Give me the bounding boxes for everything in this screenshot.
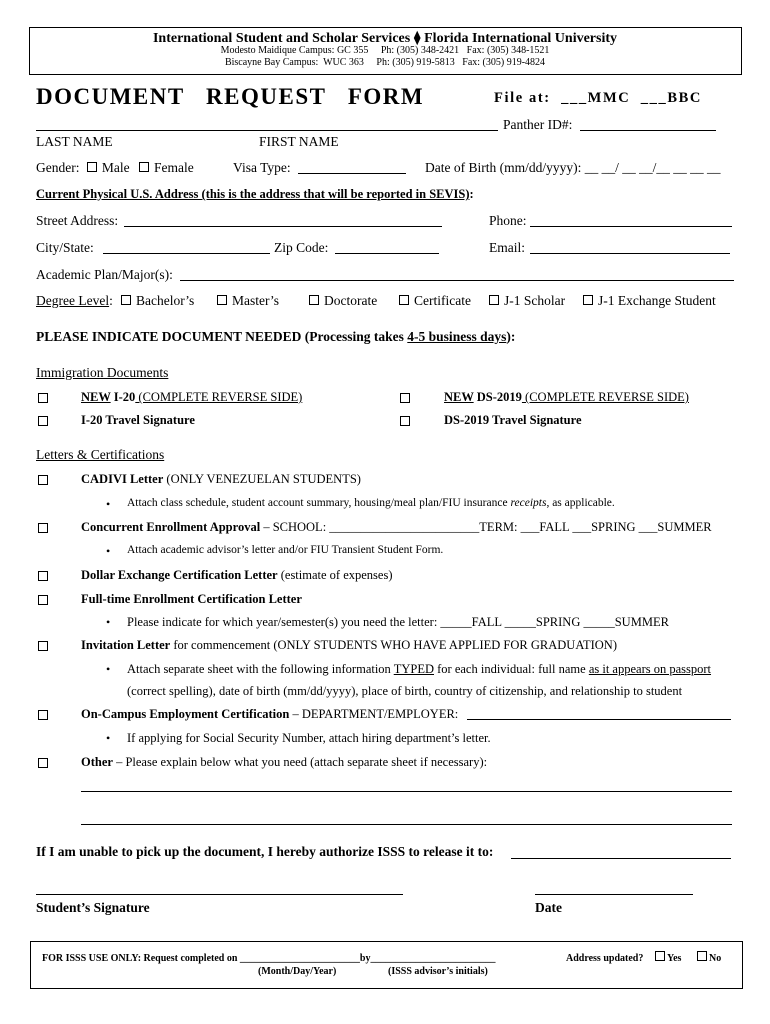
new-ds2019-checkbox[interactable] <box>400 393 410 403</box>
date-line[interactable] <box>535 894 693 895</box>
checkbox-icon <box>217 295 227 305</box>
page-title: DOCUMENT REQUEST FORM <box>36 84 425 109</box>
checkbox-icon <box>121 295 131 305</box>
plan-label: Academic Plan/Major(s): <box>36 267 173 282</box>
fulltime-item: Full-time Enrollment Certification Letter <box>81 592 302 606</box>
degree-bachelors[interactable]: Bachelor’s <box>121 293 194 309</box>
signature-label: Student’s Signature <box>36 900 150 915</box>
checkbox-icon <box>489 295 499 305</box>
yes-checkbox-icon <box>655 951 665 961</box>
other-line-2[interactable] <box>81 824 732 825</box>
no-checkbox-icon <box>697 951 707 961</box>
phone-label: Phone: <box>489 213 527 228</box>
new-ds2019-item: NEW DS-2019 (COMPLETE REVERSE SIDE) <box>444 390 689 404</box>
degree-certificate[interactable]: Certificate <box>399 293 471 309</box>
fulltime-checkbox[interactable] <box>38 595 48 605</box>
degree-j1-scholar[interactable]: J-1 Scholar <box>489 293 565 309</box>
city-label: City/State: <box>36 240 94 255</box>
checkbox-icon <box>583 295 593 305</box>
yes-option[interactable]: Yes <box>655 951 681 964</box>
isss-use-box <box>30 941 743 989</box>
other-line-1[interactable] <box>81 791 732 792</box>
date-label: Date <box>535 900 562 915</box>
authorize-label: If I am unable to pick up the document, I hereby authorize ISSS to release it to: <box>36 844 494 859</box>
other-checkbox[interactable] <box>38 758 48 768</box>
address-heading: Current Physical U.S. Address (this is the address that will be reported in SEVIS): <box>36 187 474 201</box>
degree-doctorate[interactable]: Doctorate <box>309 293 377 309</box>
female-checkbox[interactable] <box>139 162 149 172</box>
invitation-bullet-line1: Attach separate sheet with the following information TYPED for each individual: full name as it appears on passport <box>127 662 712 676</box>
checkbox-icon <box>399 295 409 305</box>
authorize-field[interactable] <box>511 858 731 859</box>
invitation-checkbox[interactable] <box>38 641 48 651</box>
cadivi-checkbox[interactable] <box>38 475 48 485</box>
header-line-mmc: Modesto Maidique Campus: GC 355 Ph: (305) 348-2421 Fax: (305) 348-1521 <box>220 45 550 56</box>
immigration-heading: Immigration Documents <box>36 365 169 380</box>
phone-field[interactable] <box>530 226 732 227</box>
isss-use-label: FOR ISSS USE ONLY: Request completed on ________________________by_________________________ <box>42 953 496 964</box>
new-i20-item: NEW I-20 (COMPLETE REVERSE SIDE) <box>81 390 303 404</box>
i20-travel-checkbox[interactable] <box>38 416 48 426</box>
oncampus-item: On-Campus Employment Certification – DEPARTMENT/EMPLOYER: <box>81 707 459 721</box>
date-of-birth-field[interactable]: Date of Birth (mm/dd/yyyy): __ __/ __ __/__ __ __ __ <box>425 160 721 175</box>
street-label: Street Address: <box>36 213 119 228</box>
visa-type-label: Visa Type: <box>233 160 291 175</box>
bullet-icon: • <box>106 731 111 745</box>
degree-label: Degree Level: <box>36 293 113 308</box>
other-item: Other – Please explain below what you need (attach separate sheet if necessary): <box>81 755 488 769</box>
email-label: Email: <box>489 240 525 255</box>
street-field[interactable] <box>124 226 442 227</box>
panther-id-label: Panther ID#: <box>503 117 573 132</box>
diamond-icon: ⧫ <box>413 31 421 46</box>
bullet-icon: • <box>106 662 111 676</box>
cadivi-item: CADIVI Letter (ONLY VENEZUELAN STUDENTS) <box>81 472 361 486</box>
gender-row: Gender: Male Female <box>36 160 194 175</box>
advisor-initials-label: (ISSS advisor’s initials) <box>388 966 488 977</box>
invitation-item: Invitation Letter for commencement (ONLY STUDENTS WHO HAVE APPLIED FOR GRADUATION) <box>81 638 617 652</box>
name-line[interactable] <box>36 130 498 131</box>
signature-line[interactable] <box>36 894 403 895</box>
no-option[interactable]: No <box>697 951 721 964</box>
header-title: International Student and Scholar Services ⧫ Florida International University <box>152 31 618 46</box>
male-checkbox[interactable] <box>87 162 97 172</box>
zip-field[interactable] <box>335 253 439 254</box>
oncampus-checkbox[interactable] <box>38 710 48 720</box>
degree-masters[interactable]: Master’s <box>217 293 279 309</box>
bullet-icon: • <box>106 544 111 558</box>
visa-type-field[interactable] <box>298 173 406 174</box>
concurrent-item: Concurrent Enrollment Approval – SCHOOL: ________________________TERM: ___FALL ___SPRING ___SUMMER <box>81 520 712 534</box>
concurrent-checkbox[interactable] <box>38 523 48 533</box>
email-field[interactable] <box>530 253 730 254</box>
letters-heading: Letters & Certifications <box>36 447 165 462</box>
oncampus-bullet: If applying for Social Security Number, attach hiring department’s letter. <box>127 731 491 745</box>
ds2019-travel-checkbox[interactable] <box>400 416 410 426</box>
dollar-checkbox[interactable] <box>38 571 48 581</box>
ds2019-travel-item: DS-2019 Travel Signature <box>444 413 582 427</box>
invitation-bullet-line2: (correct spelling), date of birth (mm/dd/yyyy), place of birth, country of citizenship, and relationship to student <box>127 684 683 698</box>
last-name-label: LAST NAME <box>36 134 113 149</box>
zip-label: Zip Code: <box>274 240 329 255</box>
checkbox-icon <box>309 295 319 305</box>
indicate-heading: PLEASE INDICATE DOCUMENT NEEDED (Processing takes 4-5 business days): <box>36 329 516 344</box>
cadivi-bullet: Attach class schedule, student account summary, housing/meal plan/FIU insurance receipts, as applicable. <box>127 497 615 509</box>
header-line-bbc: Biscayne Bay Campus: WUC 363 Ph: (305) 919-5813 Fax: (305) 919-4824 <box>224 57 546 68</box>
plan-field[interactable] <box>180 280 734 281</box>
address-updated-label: Address updated? <box>566 953 644 964</box>
month-day-year-label: (Month/Day/Year) <box>258 966 337 977</box>
department-field[interactable] <box>467 719 731 720</box>
degree-j1-exchange[interactable]: J-1 Exchange Student <box>583 293 716 309</box>
i20-travel-item: I-20 Travel Signature <box>81 413 195 427</box>
new-i20-checkbox[interactable] <box>38 393 48 403</box>
bullet-icon: • <box>106 615 111 629</box>
file-at: File at: ___MMC ___BBC <box>494 90 702 106</box>
bullet-icon: • <box>106 497 111 511</box>
city-field[interactable] <box>103 253 270 254</box>
dollar-item: Dollar Exchange Certification Letter (estimate of expenses) <box>81 568 393 582</box>
first-name-label: FIRST NAME <box>259 134 339 149</box>
fulltime-bullet: Please indicate for which year/semester(s) you need the letter: _____FALL _____SPRING _____SUMMER <box>127 615 669 629</box>
concurrent-bullet: Attach academic advisor’s letter and/or FIU Transient Student Form. <box>127 544 444 556</box>
panther-id-field[interactable] <box>580 130 716 131</box>
